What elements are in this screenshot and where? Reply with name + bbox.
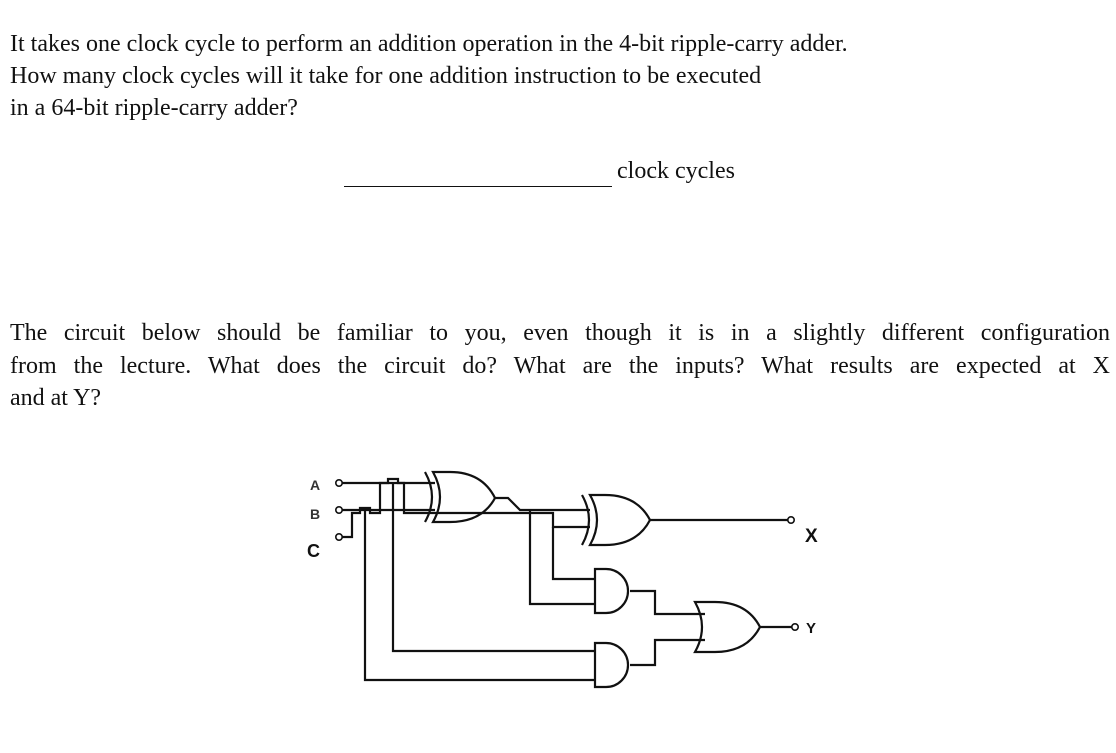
question-1-line: It takes one clock cycle to perform an addition operation in the 4-bit ripple-carry adder. xyxy=(10,31,848,57)
question-2-line: from the lecture. What does the circuit do? What are the inputs? What results are expected at X xyxy=(10,352,1110,379)
question-2-line: and at Y? xyxy=(10,385,102,411)
output-terminal-x xyxy=(788,517,794,523)
circuit-wires xyxy=(342,479,792,680)
input-label-b: B xyxy=(310,506,321,522)
and-gate-1 xyxy=(595,569,628,613)
question-2-line: The circuit below should be familiar to you, even though it is in a slightly different configuration xyxy=(10,320,1110,346)
input-terminal-a xyxy=(336,480,342,486)
input-label-a: A xyxy=(310,477,321,493)
or-gate xyxy=(695,602,760,652)
output-terminal-y xyxy=(792,624,798,630)
input-terminal-c xyxy=(336,534,342,540)
answer-unit-label: clock cycles xyxy=(617,158,735,184)
input-terminal-b xyxy=(336,507,342,513)
question-1-line: in a 64-bit ripple-carry adder? xyxy=(10,95,298,121)
xor-gate-2 xyxy=(582,495,650,545)
input-label-c: C xyxy=(307,541,320,561)
output-label-y: Y xyxy=(806,620,817,637)
xor-gate-1 xyxy=(425,472,495,522)
output-label-x: X xyxy=(805,526,818,547)
question-1-line: How many clock cycles will it take for one addition instruction to be executed xyxy=(10,63,762,89)
and-gate-2 xyxy=(595,643,628,687)
